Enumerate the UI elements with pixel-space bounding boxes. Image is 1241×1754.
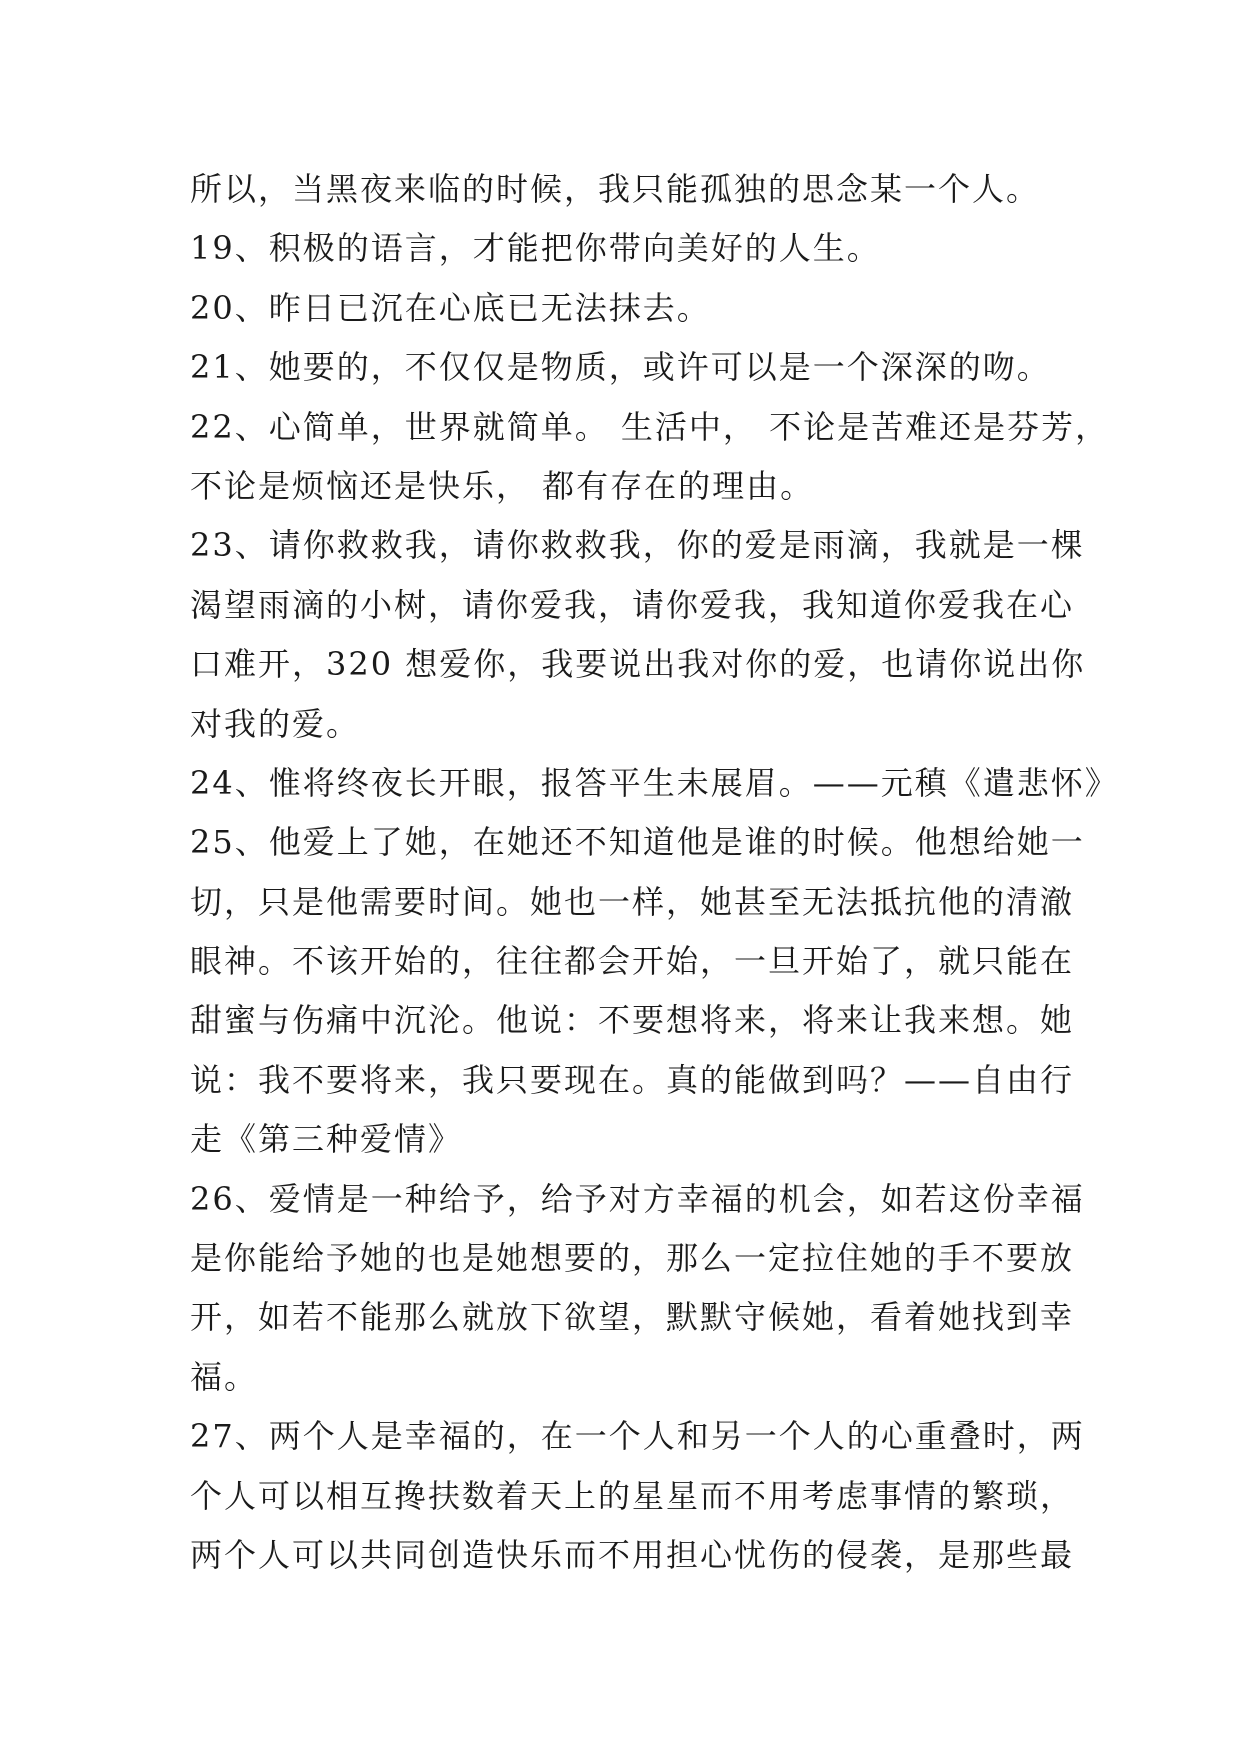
text-line: 27、两个人是幸福的，在一个人和另一个人的心重叠时，两 bbox=[190, 1417, 1085, 1456]
text-line: 口难开，320 想爱你，我要说出我对你的爱，也请你说出你 bbox=[190, 645, 1086, 684]
text-line: 开，如若不能那么就放下欲望，默默守候她，看着她找到幸 bbox=[190, 1298, 1075, 1337]
text-line: 对我的爱。 bbox=[190, 704, 361, 743]
text-line: 福。 bbox=[190, 1357, 259, 1396]
text-line: 20、昨日已沉在心底已无法抹去。 bbox=[190, 288, 711, 327]
text-line: 21、她要的，不仅仅是物质，或许可以是一个深深的吻。 bbox=[190, 348, 1051, 387]
text-line: 所以，当黑夜来临的时候，我只能孤独的思念某一个人。 bbox=[190, 170, 1041, 208]
text-line: 25、他爱上了她，在她还不知道他是谁的时候。他想给她一 bbox=[190, 823, 1085, 862]
text-line: 19、积极的语言，才能把你带向美好的人生。 bbox=[190, 229, 881, 268]
text-line: 不论是烦恼还是快乐， 都有存在的理由。 bbox=[190, 466, 815, 505]
text-line: 切，只是他需要时间。她也一样，她甚至无法抵抗他的清澈 bbox=[190, 882, 1075, 921]
text-line: 渴望雨滴的小树，请你爱我，请你爱我，我知道你爱我在心 bbox=[190, 585, 1075, 624]
text-line: 26、爱情是一种给予，给予对方幸福的机会，如若这份幸福 bbox=[190, 1179, 1085, 1218]
text-line: 走《第三种爱情》 bbox=[190, 1120, 463, 1159]
text-line: 24、惟将终夜长开眼，报答平生未展眉。——元稹《遣悲怀》 bbox=[190, 763, 1119, 802]
text-line: 两个人可以共同创造快乐而不用担心忧伤的侵袭，是那些最 bbox=[190, 1535, 1075, 1574]
text-line: 个人可以相互搀扶数着天上的星星而不用考虑事情的繁琐， bbox=[190, 1476, 1075, 1515]
text-line: 甜蜜与伤痛中沉沦。他说：不要想将来，将来让我来想。她 bbox=[190, 1001, 1075, 1040]
body-text bbox=[190, 160, 1119, 1585]
text-line: 是你能给予她的也是她想要的，那么一定拉住她的手不要放 bbox=[190, 1239, 1075, 1278]
text-line: 眼神。不该开始的，往往都会开始，一旦开始了，就只能在 bbox=[190, 942, 1075, 981]
text-line: 22、心简单，世界就简单。 生活中， 不论是苦难还是芬芳， bbox=[190, 407, 1110, 446]
text-line: 说：我不要将来，我只要现在。真的能做到吗？——自由行 bbox=[190, 1060, 1075, 1099]
text-line: 23、请你救救我，请你救救我，你的爱是雨滴，我就是一棵 bbox=[190, 526, 1085, 565]
